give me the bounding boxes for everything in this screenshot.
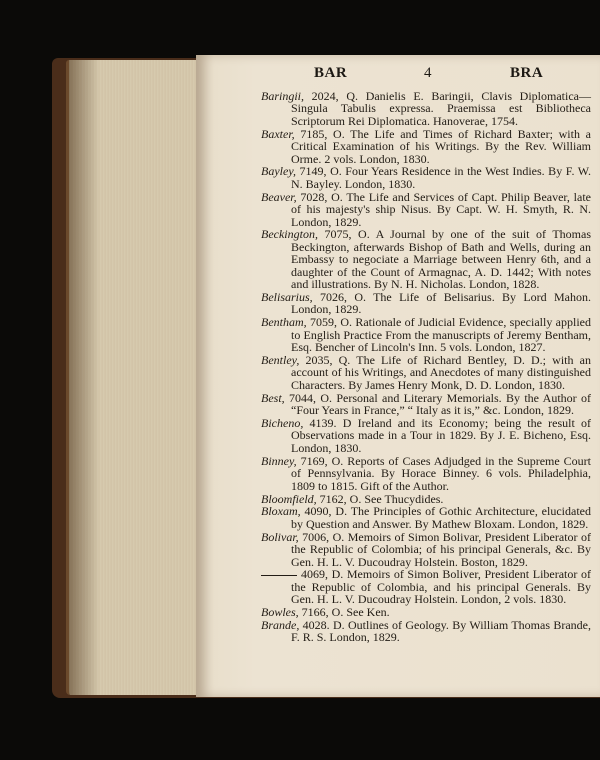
- catalog-entry: [261, 165, 591, 190]
- entry-heading: Bloxam,: [261, 504, 301, 519]
- catalog-entry: [261, 291, 591, 316]
- entry-heading: Belisarius,: [261, 290, 313, 304]
- entry-heading: Baxter,: [261, 126, 295, 141]
- catalog-entry: [261, 392, 591, 417]
- entry-text: 7162, O. See Thucydides.: [316, 491, 444, 506]
- catalog-entry: [261, 417, 591, 454]
- entry-text: 7166, O. See Ken.: [298, 605, 390, 620]
- catalog-entry: [261, 568, 591, 605]
- entry-text: 7044, O. Personal and Literary Memorials. By the Author of “Four Years in France,” “ Italy as it is,” &c. London, 1829.: [284, 390, 591, 418]
- entry-heading: Bolivar,: [261, 529, 299, 544]
- entry-text: 7169, O. Reports of Cases Adjudged in the Supreme Court of Pennsylvania. By Horace Binney. 6 vols. Philadelphia, 1809 to 1815. Gift of the Author.: [291, 453, 591, 493]
- header-right-guide: BRA: [510, 65, 544, 81]
- running-header: [196, 65, 600, 87]
- catalog-entry: [261, 606, 591, 618]
- entry-heading: Beaver,: [261, 189, 297, 204]
- catalog-entry: [261, 191, 591, 228]
- entry-heading: Bentley,: [261, 353, 300, 368]
- entry-text: 2035, Q. The Life of Richard Bentley, D. D.; with an account of his Writings, and Anecdotes of many distinguished Characters. By James Henry Monk, D. D. London, 1830.: [291, 353, 591, 392]
- catalog-entry: [261, 619, 591, 644]
- entry-heading: Baringii,: [261, 89, 305, 103]
- entry-text: 7026, O. The Life of Belisarius. By Lord Mahon. London, 1829.: [291, 290, 591, 317]
- catalog-entry: [261, 316, 591, 353]
- entry-text: 7006, O. Memoirs of Simon Bolivar, President Liberator of the Republic of Colombia; of his principal Generals, &c. By Gen. H. L. V. Ducoudray Holstein. Boston, 1829.: [291, 529, 591, 569]
- entry-text: 7059, O. Rationale of Judicial Evidence, specially applied to English Practice From the manuscripts of Jeremy Bentham, Esq. Bencher of Lincoln's Inn. 5 vols. London, 1827.: [291, 315, 591, 355]
- catalog-entry: [261, 505, 591, 530]
- entry-heading: Binney,: [261, 453, 297, 468]
- catalog-entry: [261, 128, 591, 165]
- entry-heading: Bowles,: [261, 605, 299, 620]
- entry-heading: Best,: [261, 390, 285, 405]
- catalog-entry: [261, 455, 591, 492]
- entry-text: 4139. D Ireland and its Economy; being the result of Observations made in a Tour in 1829. By J. E. Bicheno, Esq. London, 1830.: [291, 416, 591, 455]
- book-page: [196, 55, 600, 697]
- entry-heading: Bicheno,: [261, 416, 304, 431]
- catalog-entry: [261, 354, 591, 391]
- page-block-edge: [66, 60, 209, 695]
- entry-heading: Brande,: [261, 618, 300, 633]
- entry-text: 7149, O. Four Years Residence in the West Indies. By F. W. N. Bayley. London, 1830.: [291, 164, 591, 191]
- entry-text: 7075, O. A Journal by one of the suit of Thomas Beckington, afterwards Bishop of Bath and Wells, during an Embassy to negociate a Marriage between Henry 6th, and a daughter of the Count of Armagnac, A. D. 1442; With notes and illustrations. By N. H. Nicholas. London, 1828.: [291, 227, 591, 292]
- catalog-entries: [261, 90, 591, 644]
- entry-text: 7185, O. The Life and Times of Richard Baxter; with a Critical Examination of his Writings. By the Rev. William Orme. 2 vols. London, 1830.: [291, 126, 591, 166]
- header-left-guide: BAR: [314, 65, 348, 81]
- entry-text: 4090, D. The Principles of Gothic Architecture, elucidated by Question and Answer. By Mathew Bloxam. London, 1829.: [291, 504, 591, 531]
- entry-heading: Bloomfield,: [261, 491, 317, 506]
- entry-heading: Bentham,: [261, 315, 307, 330]
- entry-text: 2024, Q. Danielis E. Baringii, Clavis Diplomatica—Singula Tabulis expressa. Praemissa est Bibliotheca Scriptorum Rei Diplomatica. Hanoverae, 1754.: [291, 89, 591, 128]
- entry-heading: Bayley,: [261, 164, 296, 179]
- entry-text: 4069, D. Memoirs of Simon Boliver, President Liberator of the Republic of Colombia, and his principal Generals. By Gen. H. L. V. Ducoudray Holstein. London, 2 vols. 1830.: [291, 567, 591, 607]
- catalog-entry: [261, 228, 591, 290]
- catalog-entry: [261, 493, 591, 505]
- catalog-entry: [261, 90, 591, 127]
- entry-text: 7028, O. The Life and Services of Capt. Philip Beaver, late of his majesty's ship Nisus. By Capt. W. H. Smyth, R. N. London, 1829.: [291, 189, 591, 229]
- entry-heading: Beckington,: [261, 227, 318, 242]
- page-number: 4: [424, 65, 432, 81]
- ditto-dash: [261, 575, 297, 576]
- catalog-entry: [261, 531, 591, 568]
- entry-text: 4028. D. Outlines of Geology. By William Thomas Brande, F. R. S. London, 1829.: [291, 618, 591, 645]
